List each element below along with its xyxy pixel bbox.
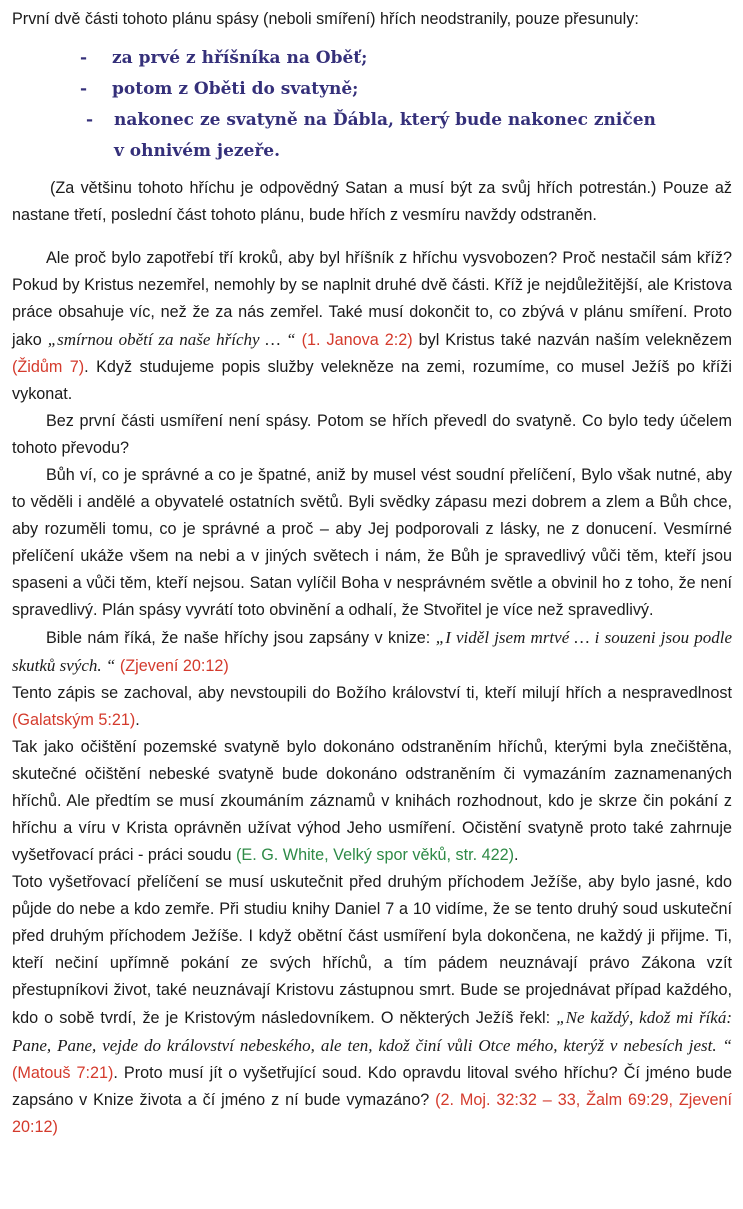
paragraph-text: . [514,846,519,864]
scripture-reference: (Zjevení 20:12) [119,657,229,675]
intro-text: První dvě části tohoto plánu spásy (neboli smíření) hřích neodstranily, pouze přesunuly: [12,10,639,28]
paragraph-text: Toto vyšetřovací přelíčení se musí uskutečnit před druhým příchodem Ježíše, aby bylo jasné, kdo půjde do nebe a kdo zemře. Při studiu knihy Daniel 7 a 10 vidíme, že se tento druhý soud uskuteční před druhým příchodem Ježíše. I když obětní část usmíření byla dokončena, ne každý ji přijme. Ti, kteří nečiní upřímně pokání ze svých hříchů, a tím pádem neuznávají právo Zákona vzít přestupníkovi život, také neuznávají Kristovu zástupnou smrt. Bude se projednávat případ každého, kdo o sobě tvrdí, že je Kristovým následovníkem. O některých Ježíš řekl: [12,873,732,1027]
scripture-reference: (2. Moj. 32:32 – 33, Žalm 69:29, Zjevení 20:12) [12,1091,732,1136]
scripture-quote: „I viděl jsem mrtvé … i souzeni jsou podle skutků svých. “ [12,628,733,675]
plan-step-text: nakonec ze svatyně na Ďábla, který bude nakonec zničen [114,110,656,130]
document-page [12,6,732,1141]
dash-bullet: - [80,79,88,99]
paragraph-text: . [135,711,140,729]
plan-step-text: za prvé z hříšníka na Oběť; [112,48,368,68]
paragraph-book-of-deeds [12,624,732,680]
paragraph-text: Bible nám říká, že naše hříchy jsou zapsány v knize: [46,629,436,647]
plan-step-text: potom z Oběti do svatyně; [112,79,359,99]
dash-bullet: - [80,48,88,68]
scripture-quote: „Ne každý, kdož mi říká: Pane, Pane, vejde do království nebeského, ale ten, kdož činí vůli Otce mého, kterýž v nebesích jest. “ [12,1008,732,1055]
paragraph-text: byl Kristus také nazván naším veleknězem [412,331,733,349]
scripture-reference: (Židům 7) [12,358,85,376]
scripture-reference: (Galatským 5:21) [12,711,136,729]
paragraph-three-steps [12,245,732,408]
dash-bullet: - [86,110,94,130]
book-reference: (E. G. White, Velký spor věků, str. 422) [236,846,515,864]
paragraph-transfer-purpose: Bez první části usmíření není spásy. Potom se hřích převedl do svatyně. Co bylo tedy účelem tohoto převodu? [12,412,732,457]
scripture-reference: (1. Janova 2:2) [301,331,413,349]
paragraph-text: Tak jako očištění pozemské svatyně bylo dokonáno odstraněním hříchů, kterými byla znečištěna, skutečné očištění nebeské svatyně bude dokonáno odstraněním či vymazáním zaznamenaných hříchů. Ale předtím se musí zkoumáním záznamů v knihách rozhodnout, kdo je skrze čin pokání z hříchu a víru v Krista oprávněn užívat výhod Jeho usmíření. Očistění svatyně proto také zahrnuje vyšetřovací práci - práci soudu [12,738,732,864]
scripture-reference: (Matouš 7:21) [12,1064,114,1082]
paragraph-text: Ale proč bylo zapotřebí tří kroků, aby byl hříšník z hříchu vysvobozen? Proč nestačil sám kříž? Pokud by Kristus nezemřel, nemohly by se naplnit druhé dvě části. Kříž je nejdůležitější, ale Kristova práce obsahuje víc, než že za nás zemřel. Také musí dokončit to, co zbývá v plánu smíření. Proto jako [12,249,732,349]
paragraph-text: . Proto musí jít o vyšetřující soud. Kdo opravdu litoval svého hříchu? Čí jméno bude zapsáno v Knize života a čí jméno z ní bude vymazáno? [12,1064,732,1109]
paragraph-cleansing-sanctuary [12,734,732,869]
plan-step-3-continuation [12,136,732,167]
plan-step-2 [12,74,732,105]
paragraph-text: . Když studujeme popis služby velekněze na zemi, rozumíme, co musel Ježíš po kříži vykonat. [12,358,732,403]
paragraph-record-kept [12,680,732,734]
plan-steps-list [12,43,732,167]
paragraph-cosmic-trial: Bůh ví, co je správné a co je špatné, aniž by musel vést soudní přelíčení, Bylo však nutné, aby to věděli i andělé a obyvatelé ostatních světů. Byli svědky zápasu mezi dobrem a zlem a Bůh chce, aby rozuměli tomu, co je správné a proč – aby Jej podporovali z lásky, ne z donucení. Vesmírné přelíčení ukáže všem na nebi a v jiných světech i nám, že Bůh je spravedlivý vůči těm, kteří jsou spaseni a vůči těm, kteří nejsou. Satan vylíčil Boha v nesprávném světle a obvinil ho z toho, že není spravedlivý. Plán spásy vyvrátí toto obvinění a odhalí, že Stvořitel je více než spravedlivý. [12,466,732,619]
plan-step-1 [12,43,732,74]
paragraph-gap [12,229,732,245]
paragraph-investigative-judgment [12,869,732,1141]
scripture-quote: „smírnou obětí za naše hříchy … “ [47,330,296,349]
plan-step-3 [12,105,732,136]
paragraph-satan-responsibility: (Za většinu tohoto hříchu je odpovědný Satan a musí být za svůj hřích potrestán.) Pouze až nastane třetí, poslední část tohoto plánu, bude hřích z vesmíru navždy odstraněn. [12,179,732,224]
plan-step-text: v ohnivém jezeře. [114,141,281,161]
paragraph-text: Tento zápis se zachoval, aby nevstoupili do Božího království ti, kteří milují hřích a nespravedlnost [12,684,732,702]
